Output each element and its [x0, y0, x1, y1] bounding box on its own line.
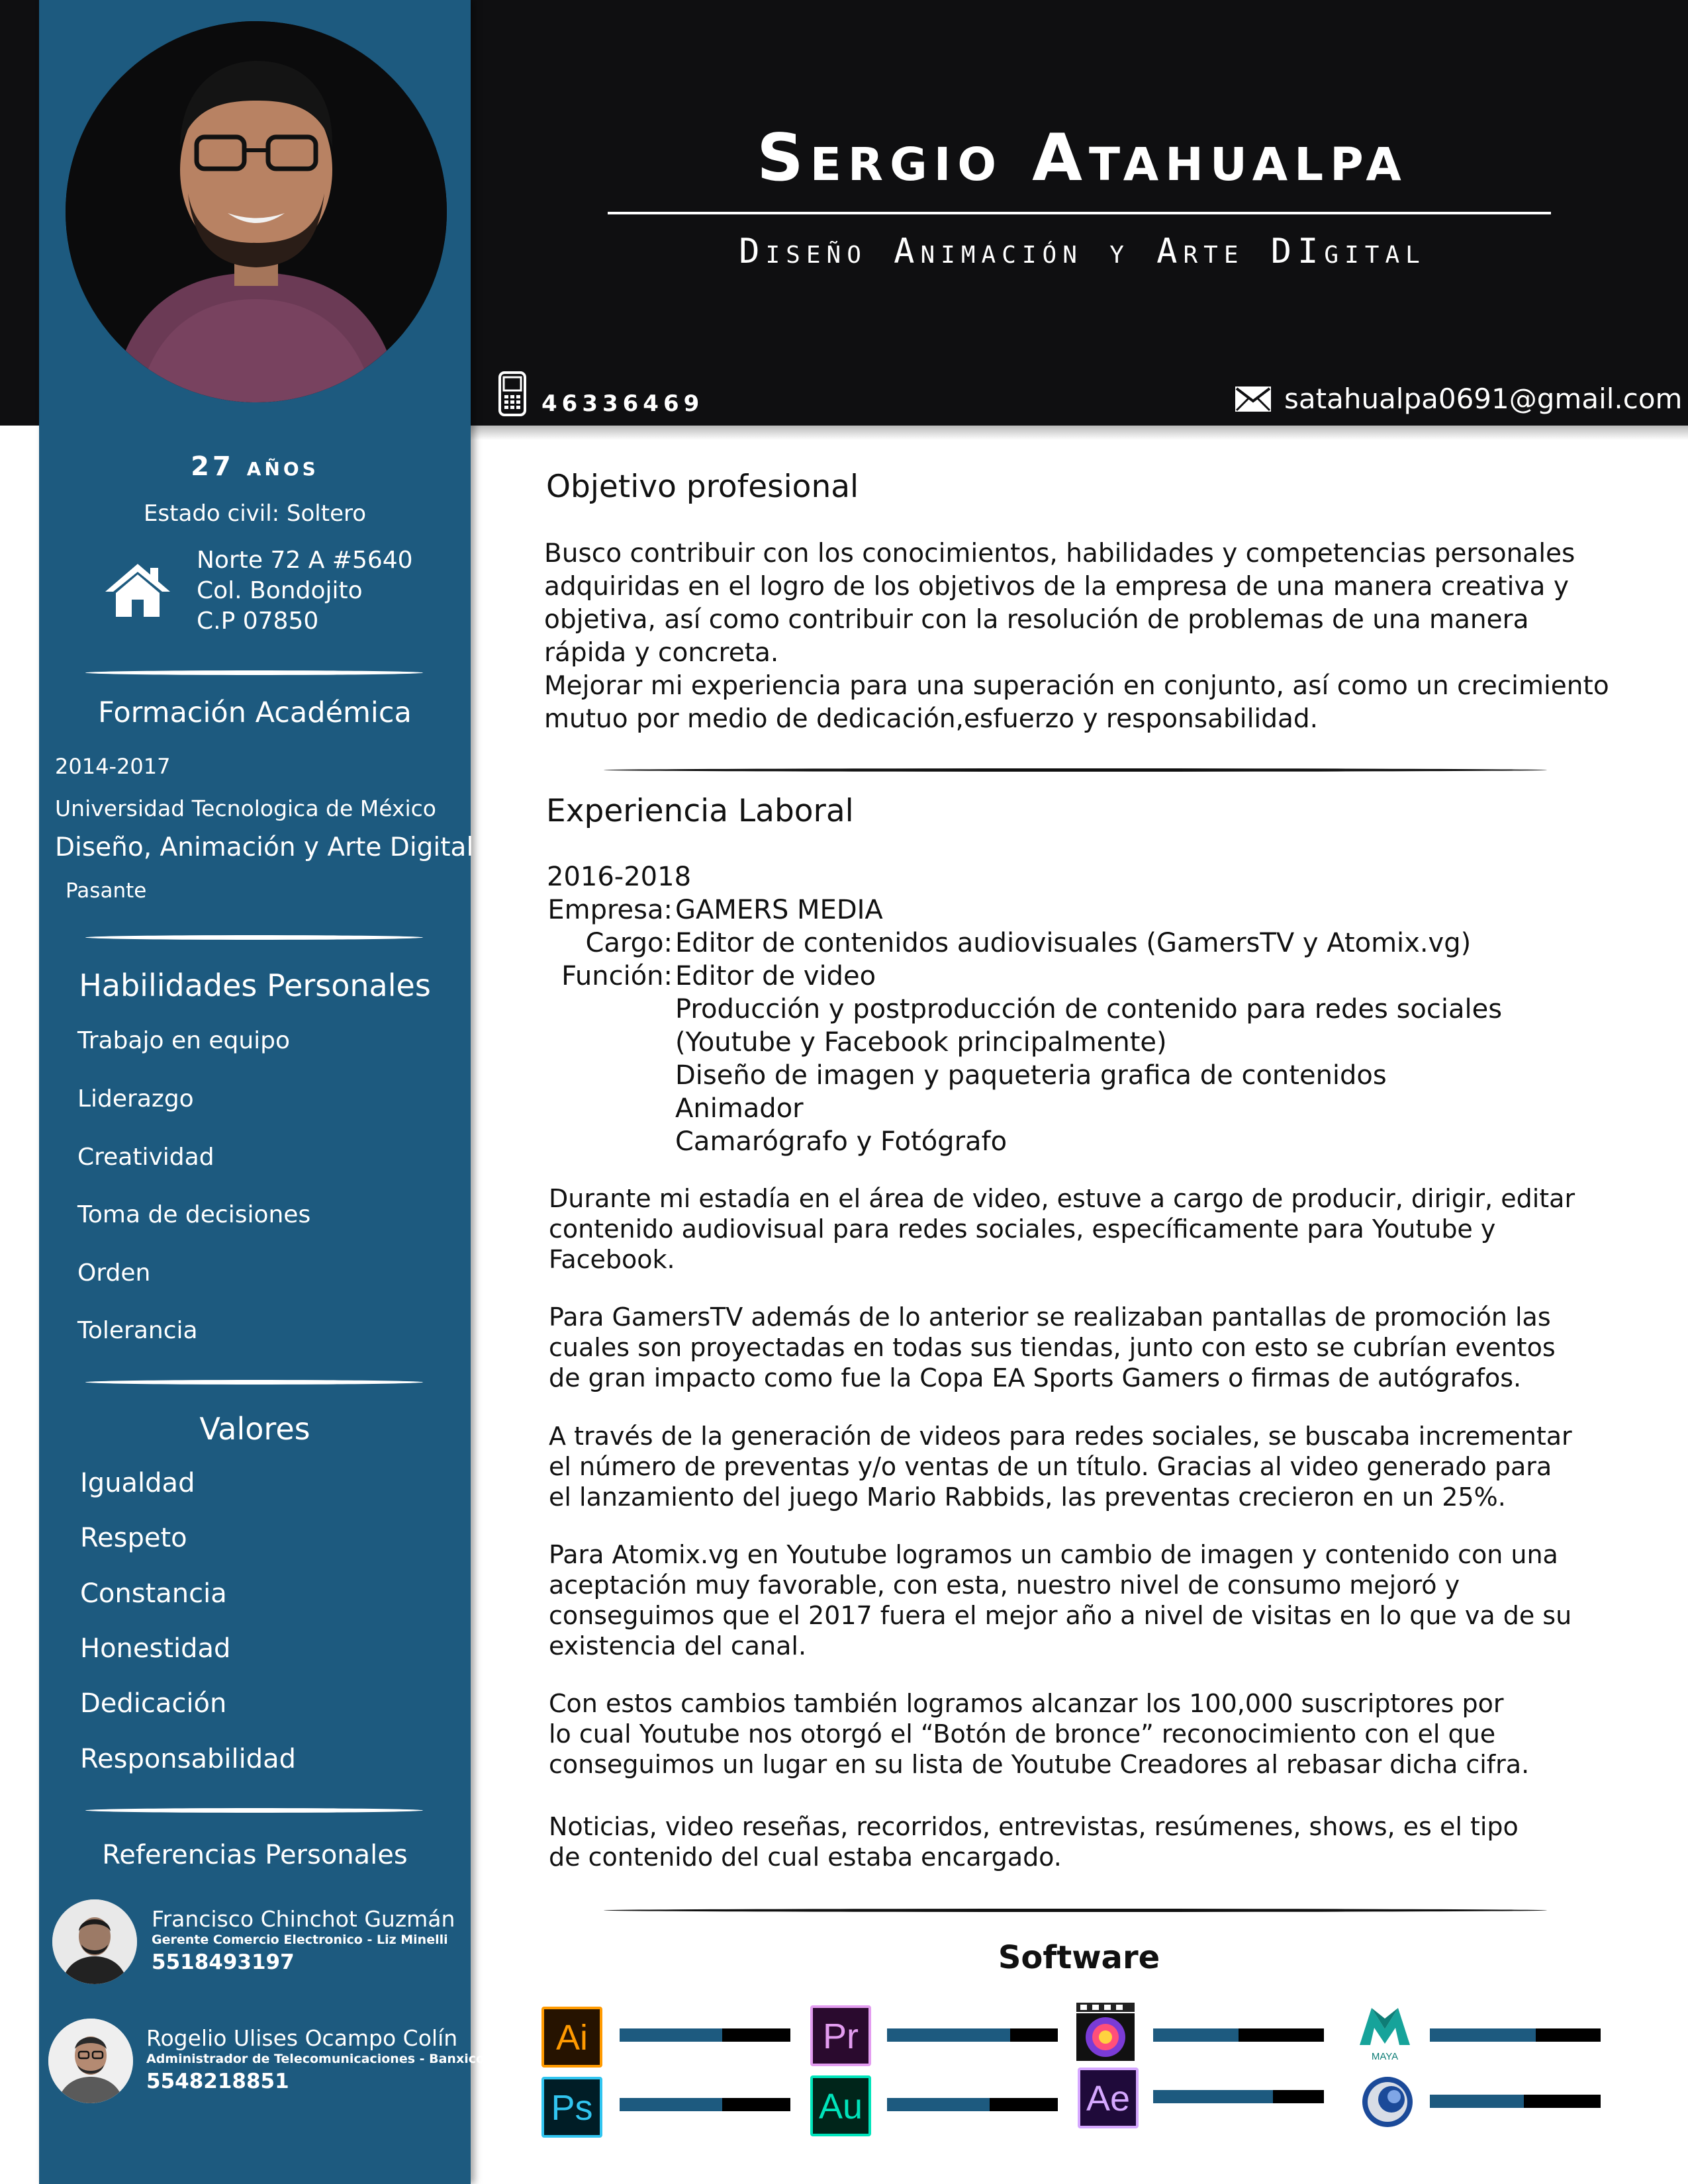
value-item: Responsabilidad: [80, 1744, 297, 1774]
skill-bar: [1153, 2028, 1324, 2042]
value-item: Igualdad: [80, 1468, 195, 1498]
cell-phone-icon: [498, 371, 527, 417]
address-line-2: Col. Bondojito: [197, 577, 363, 604]
reference-phone: 5518493197: [152, 1950, 295, 1974]
reference-name: Francisco Chinchot Guzmán: [152, 1906, 455, 1932]
experience-details: [547, 860, 1502, 1158]
skill-item: Orden: [77, 1259, 151, 1287]
skill-bar: [1430, 2028, 1601, 2042]
education-title: Formación Académica: [98, 696, 412, 729]
experience-paragraph: [549, 1688, 1674, 1780]
experience-paragraph: [549, 1421, 1674, 1512]
education-degree: Diseño, Animación y Arte Digital: [55, 833, 474, 862]
company-name: GAMERS MEDIA: [675, 895, 883, 925]
objective-line: adquiridas en el logro de los objetivos de la empresa de una manera creativa y: [544, 572, 1569, 602]
paragraph-line: Facebook.: [549, 1245, 675, 1274]
objective-line: objetiva, así como contribuir con la resolución de problemas de una manera: [544, 605, 1529, 635]
reference-avatar: [48, 2019, 133, 2103]
reference-phone: 5548218851: [146, 2070, 289, 2093]
reference-role: Gerente Comercio Electronico - Liz Minelli: [152, 1933, 448, 1947]
company-label: Empresa:: [547, 895, 673, 925]
paragraph-line: de contenido del cual estaba encargado.: [549, 1843, 1062, 1872]
experience-paragraph: [549, 1183, 1674, 1275]
section-divider: [85, 670, 423, 675]
software-title: Software: [998, 1939, 1160, 1976]
svg-text:MAYA: MAYA: [1371, 2051, 1399, 2062]
values-title: Valores: [199, 1411, 310, 1447]
photoshop-icon: Ps: [541, 2077, 602, 2138]
paragraph-line: conseguimos que el 2017 fuera el mejor año a nivel de visitas en lo que va de su: [549, 1601, 1572, 1630]
paragraph-line: lo cual Youtube nos otorgó el “Botón de bronce” reconocimiento con el que: [549, 1719, 1496, 1749]
address-line-1: Norte 72 A #5640: [197, 547, 413, 574]
skill-bar: [887, 2098, 1058, 2111]
function-item: Producción y postproducción de contenido para redes sociales: [675, 994, 1503, 1024]
paragraph-line: Durante mi estadía en el área de video, estuve a cargo de producir, dirigir, editar: [549, 1184, 1575, 1213]
experience-title: Experiencia Laboral: [546, 793, 854, 829]
envelope-icon: [1235, 387, 1271, 412]
section-divider: [604, 1909, 1547, 1912]
role-label: Cargo:: [585, 928, 673, 958]
skills-title: Habilidades Personales: [79, 968, 431, 1003]
final-cut-pro-icon: [1072, 1999, 1139, 2065]
section-divider: [85, 1808, 423, 1813]
education-years: 2014-2017: [55, 754, 171, 779]
premiere-icon: Pr: [810, 2005, 871, 2066]
experience-paragraph: [549, 1811, 1674, 1872]
function-label: Función:: [561, 961, 673, 991]
skill-bar: [620, 2098, 790, 2111]
paragraph-line: Para Atomix.vg en Youtube logramos un cambio de imagen y contenido con una: [549, 1540, 1558, 1569]
experience-period: 2016-2018: [547, 862, 692, 892]
objective-line: Busco contribuir con los conocimientos, habilidades y competencias personales: [544, 539, 1575, 569]
skill-bar: [1153, 2090, 1324, 2103]
phone-number: 46336469: [541, 390, 704, 417]
function-item: (Youtube y Facebook principalmente): [675, 1027, 1167, 1058]
candidate-name: Sergio Atahualpa: [757, 120, 1408, 196]
value-item: Honestidad: [80, 1633, 231, 1664]
paragraph-line: conseguimos un lugar en su lista de Youtube Creadores al rebasar dicha cifra.: [549, 1750, 1530, 1779]
age: 27 años: [191, 451, 319, 482]
objective-title: Objetivo profesional: [546, 469, 859, 505]
skill-item: Toma de decisiones: [77, 1201, 311, 1228]
skill-item: Creatividad: [77, 1144, 214, 1171]
education-status: Pasante: [66, 879, 147, 903]
skill-bar: [620, 2028, 790, 2042]
reference-name: Rogelio Ulises Ocampo Colín: [146, 2025, 458, 2051]
function-item: Editor de video: [675, 961, 876, 991]
section-divider: [604, 768, 1547, 772]
paragraph-line: Para GamersTV además de lo anterior se realizaban pantallas de promoción las: [549, 1302, 1551, 1332]
experience-paragraph: [549, 1539, 1674, 1661]
paragraph-line: contenido audiovisual para redes sociales, específicamente para Youtube y: [549, 1214, 1496, 1244]
reference-role: Administrador de Telecomunicaciones - Banxico: [146, 2052, 485, 2066]
objective-text: [544, 537, 1669, 736]
skill-item: Trabajo en equipo: [77, 1027, 291, 1054]
role-title: Editor de contenidos audiovisuales (GamersTV y Atomix.vg): [675, 928, 1472, 958]
value-item: Constancia: [80, 1578, 227, 1609]
paragraph-line: cuales son proyectadas en todas sus tiendas, junto con esto se cubrían eventos: [549, 1333, 1556, 1362]
objective-line: Mejorar mi experiencia para una superación en conjunto, así como un crecimiento: [544, 671, 1609, 701]
name-underline: [608, 212, 1551, 214]
section-divider: [85, 1380, 423, 1385]
references-title: Referencias Personales: [102, 1840, 408, 1870]
function-item: Diseño de imagen y paqueteria grafica de contenidos: [675, 1060, 1387, 1091]
civil-status: Estado civil: Soltero: [143, 500, 367, 527]
paragraph-line: aceptación muy favorable, con esta, nuestro nivel de consumo mejoró y: [549, 1570, 1460, 1600]
reference-avatar: [52, 1899, 137, 1984]
function-item: Camarógrafo y Fotógrafo: [675, 1126, 1008, 1157]
skill-item: Tolerancia: [77, 1317, 198, 1344]
value-item: Dedicación: [80, 1688, 227, 1719]
illustrator-icon: Ai: [541, 2007, 602, 2068]
objective-line: mutuo por medio de dedicación,esfuerzo y responsabilidad.: [544, 704, 1319, 734]
after-effects-icon: Ae: [1078, 2068, 1139, 2128]
skill-bar: [887, 2028, 1058, 2042]
profile-photo: [66, 21, 447, 402]
paragraph-line: el lanzamiento del juego Mario Rabbids, las preventas crecieron en un 25%.: [549, 1482, 1506, 1512]
skill-item: Liderazgo: [77, 1085, 194, 1113]
objective-line: rápida y concreta.: [544, 638, 779, 668]
address-line-3: C.P 07850: [197, 608, 319, 635]
paragraph-line: existencia del canal.: [549, 1631, 807, 1661]
sidebar: [39, 0, 485, 2184]
section-divider: [85, 935, 423, 940]
education-school: Universidad Tecnologica de México: [55, 796, 437, 821]
maya-icon: [1352, 1999, 1418, 2065]
function-item: Animador: [675, 1093, 804, 1124]
skill-bar: [1430, 2095, 1601, 2108]
profession-subtitle: Diseño Animación y Arte DIgital: [739, 232, 1426, 271]
paragraph-line: de gran impacto como fue la Copa EA Sports Gamers o firmas de autógrafos.: [549, 1363, 1522, 1392]
cinema-4d-icon: [1358, 2073, 1417, 2131]
email-address[interactable]: satahualpa0691@gmail.com: [1284, 383, 1683, 415]
experience-paragraph: [549, 1302, 1674, 1393]
audition-icon: Au: [810, 2075, 871, 2136]
house-icon: [104, 563, 171, 618]
paragraph-line: el número de preventas y/o ventas de un título. Gracias al video generado para: [549, 1452, 1552, 1481]
paragraph-line: Con estos cambios también logramos alcanzar los 100,000 suscriptores por: [549, 1689, 1504, 1718]
header-shadow: [469, 426, 1688, 440]
paragraph-line: Noticias, video reseñas, recorridos, entrevistas, resúmenes, shows, es el tipo: [549, 1812, 1519, 1841]
value-item: Respeto: [80, 1523, 187, 1553]
paragraph-line: A través de la generación de videos para redes sociales, se buscaba incrementar: [549, 1422, 1572, 1451]
